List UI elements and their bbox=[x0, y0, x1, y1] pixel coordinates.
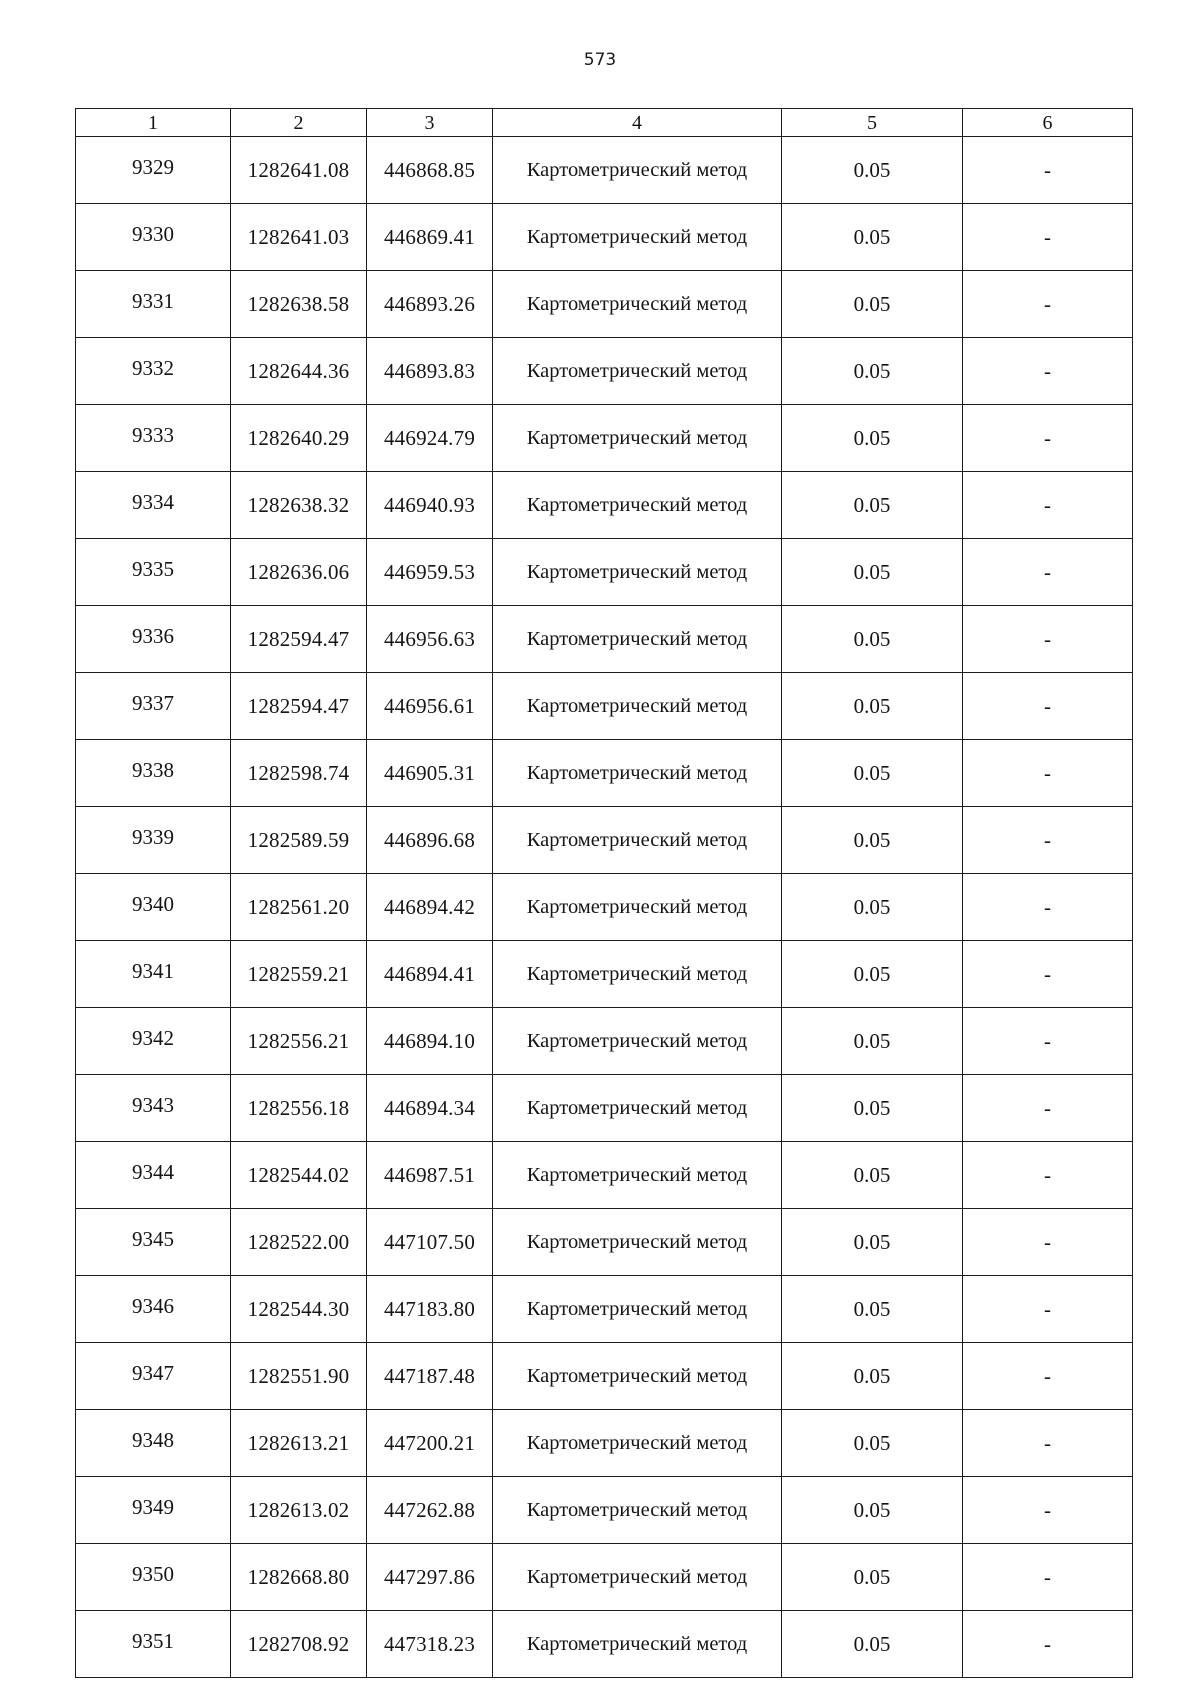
point-number-cell: 9337 bbox=[76, 673, 231, 740]
table-row bbox=[76, 1410, 1133, 1477]
point-number-cell: 9338 bbox=[76, 740, 231, 807]
method-cell: Картометрический метод bbox=[493, 539, 782, 606]
x-coordinate-cell: 1282559.21 bbox=[231, 941, 367, 1008]
x-coordinate-cell: 1282522.00 bbox=[231, 1209, 367, 1276]
y-coordinate-cell: 446868.85 bbox=[367, 137, 493, 204]
table-row bbox=[76, 1142, 1133, 1209]
accuracy-cell: 0.05 bbox=[782, 1008, 963, 1075]
point-number-cell: 9347 bbox=[76, 1343, 231, 1410]
method-cell: Картометрический метод bbox=[493, 807, 782, 874]
note-cell: - bbox=[963, 204, 1133, 271]
table-row bbox=[76, 941, 1133, 1008]
x-coordinate-cell: 1282641.08 bbox=[231, 137, 367, 204]
method-cell: Картометрический метод bbox=[493, 1611, 782, 1678]
note-cell: - bbox=[963, 740, 1133, 807]
point-number-cell: 9348 bbox=[76, 1410, 231, 1477]
table-row bbox=[76, 539, 1133, 606]
table-body bbox=[76, 137, 1133, 1678]
coordinates-table bbox=[75, 108, 1133, 1678]
y-coordinate-cell: 446893.83 bbox=[367, 338, 493, 405]
note-cell: - bbox=[963, 1142, 1133, 1209]
method-cell: Картометрический метод bbox=[493, 606, 782, 673]
x-coordinate-cell: 1282561.20 bbox=[231, 874, 367, 941]
accuracy-cell: 0.05 bbox=[782, 405, 963, 472]
method-cell: Картометрический метод bbox=[493, 941, 782, 1008]
point-number-cell: 9332 bbox=[76, 338, 231, 405]
accuracy-cell: 0.05 bbox=[782, 137, 963, 204]
y-coordinate-cell: 446956.61 bbox=[367, 673, 493, 740]
x-coordinate-cell: 1282668.80 bbox=[231, 1544, 367, 1611]
point-number-cell: 9330 bbox=[76, 204, 231, 271]
accuracy-cell: 0.05 bbox=[782, 338, 963, 405]
y-coordinate-cell: 446959.53 bbox=[367, 539, 493, 606]
point-number-cell: 9345 bbox=[76, 1209, 231, 1276]
y-coordinate-cell: 446894.42 bbox=[367, 874, 493, 941]
point-number-cell: 9349 bbox=[76, 1477, 231, 1544]
accuracy-cell: 0.05 bbox=[782, 1276, 963, 1343]
point-number-cell: 9333 bbox=[76, 405, 231, 472]
accuracy-cell: 0.05 bbox=[782, 1477, 963, 1544]
y-coordinate-cell: 446924.79 bbox=[367, 405, 493, 472]
accuracy-cell: 0.05 bbox=[782, 1611, 963, 1678]
table-row bbox=[76, 606, 1133, 673]
accuracy-cell: 0.05 bbox=[782, 874, 963, 941]
table-row bbox=[76, 204, 1133, 271]
y-coordinate-cell: 446893.26 bbox=[367, 271, 493, 338]
y-coordinate-cell: 447187.48 bbox=[367, 1343, 493, 1410]
y-coordinate-cell: 447297.86 bbox=[367, 1544, 493, 1611]
method-cell: Картометрический метод bbox=[493, 1544, 782, 1611]
table-row bbox=[76, 1343, 1133, 1410]
table-row bbox=[76, 1544, 1133, 1611]
x-coordinate-cell: 1282638.32 bbox=[231, 472, 367, 539]
note-cell: - bbox=[963, 1410, 1133, 1477]
note-cell: - bbox=[963, 807, 1133, 874]
point-number-cell: 9339 bbox=[76, 807, 231, 874]
y-coordinate-cell: 446896.68 bbox=[367, 807, 493, 874]
x-coordinate-cell: 1282544.02 bbox=[231, 1142, 367, 1209]
method-cell: Картометрический метод bbox=[493, 1209, 782, 1276]
column-header-6: 6 bbox=[963, 109, 1133, 137]
y-coordinate-cell: 446905.31 bbox=[367, 740, 493, 807]
accuracy-cell: 0.05 bbox=[782, 1410, 963, 1477]
accuracy-cell: 0.05 bbox=[782, 1343, 963, 1410]
y-coordinate-cell: 446987.51 bbox=[367, 1142, 493, 1209]
table-row bbox=[76, 1477, 1133, 1544]
x-coordinate-cell: 1282640.29 bbox=[231, 405, 367, 472]
x-coordinate-cell: 1282544.30 bbox=[231, 1276, 367, 1343]
method-cell: Картометрический метод bbox=[493, 1142, 782, 1209]
note-cell: - bbox=[963, 271, 1133, 338]
column-header-5: 5 bbox=[782, 109, 963, 137]
y-coordinate-cell: 447318.23 bbox=[367, 1611, 493, 1678]
table-row bbox=[76, 1209, 1133, 1276]
note-cell: - bbox=[963, 1209, 1133, 1276]
point-number-cell: 9350 bbox=[76, 1544, 231, 1611]
x-coordinate-cell: 1282613.21 bbox=[231, 1410, 367, 1477]
method-cell: Картометрический метод bbox=[493, 1410, 782, 1477]
accuracy-cell: 0.05 bbox=[782, 1209, 963, 1276]
method-cell: Картометрический метод bbox=[493, 1343, 782, 1410]
method-cell: Картометрический метод bbox=[493, 1008, 782, 1075]
point-number-cell: 9344 bbox=[76, 1142, 231, 1209]
table-row bbox=[76, 1276, 1133, 1343]
table-row bbox=[76, 807, 1133, 874]
x-coordinate-cell: 1282594.47 bbox=[231, 673, 367, 740]
y-coordinate-cell: 446869.41 bbox=[367, 204, 493, 271]
table-row bbox=[76, 405, 1133, 472]
point-number-cell: 9336 bbox=[76, 606, 231, 673]
note-cell: - bbox=[963, 137, 1133, 204]
note-cell: - bbox=[963, 673, 1133, 740]
accuracy-cell: 0.05 bbox=[782, 539, 963, 606]
note-cell: - bbox=[963, 941, 1133, 1008]
x-coordinate-cell: 1282556.21 bbox=[231, 1008, 367, 1075]
note-cell: - bbox=[963, 1075, 1133, 1142]
accuracy-cell: 0.05 bbox=[782, 606, 963, 673]
column-header-2: 2 bbox=[231, 109, 367, 137]
y-coordinate-cell: 446894.41 bbox=[367, 941, 493, 1008]
x-coordinate-cell: 1282594.47 bbox=[231, 606, 367, 673]
y-coordinate-cell: 447107.50 bbox=[367, 1209, 493, 1276]
point-number-cell: 9346 bbox=[76, 1276, 231, 1343]
accuracy-cell: 0.05 bbox=[782, 271, 963, 338]
table-row bbox=[76, 271, 1133, 338]
table-row bbox=[76, 673, 1133, 740]
note-cell: - bbox=[963, 338, 1133, 405]
method-cell: Картометрический метод bbox=[493, 740, 782, 807]
x-coordinate-cell: 1282644.36 bbox=[231, 338, 367, 405]
note-cell: - bbox=[963, 1276, 1133, 1343]
column-header-1: 1 bbox=[76, 109, 231, 137]
method-cell: Картометрический метод bbox=[493, 1075, 782, 1142]
table-row bbox=[76, 338, 1133, 405]
method-cell: Картометрический метод bbox=[493, 874, 782, 941]
x-coordinate-cell: 1282556.18 bbox=[231, 1075, 367, 1142]
method-cell: Картометрический метод bbox=[493, 673, 782, 740]
note-cell: - bbox=[963, 1477, 1133, 1544]
y-coordinate-cell: 447183.80 bbox=[367, 1276, 493, 1343]
table-row bbox=[76, 1611, 1133, 1678]
accuracy-cell: 0.05 bbox=[782, 740, 963, 807]
note-cell: - bbox=[963, 1008, 1133, 1075]
method-cell: Картометрический метод bbox=[493, 1477, 782, 1544]
method-cell: Картометрический метод bbox=[493, 338, 782, 405]
y-coordinate-cell: 447262.88 bbox=[367, 1477, 493, 1544]
table-row bbox=[76, 1075, 1133, 1142]
note-cell: - bbox=[963, 405, 1133, 472]
x-coordinate-cell: 1282613.02 bbox=[231, 1477, 367, 1544]
column-header-3: 3 bbox=[367, 109, 493, 137]
point-number-cell: 9334 bbox=[76, 472, 231, 539]
accuracy-cell: 0.05 bbox=[782, 941, 963, 1008]
table-row bbox=[76, 874, 1133, 941]
y-coordinate-cell: 446894.34 bbox=[367, 1075, 493, 1142]
point-number-cell: 9343 bbox=[76, 1075, 231, 1142]
x-coordinate-cell: 1282636.06 bbox=[231, 539, 367, 606]
method-cell: Картометрический метод bbox=[493, 137, 782, 204]
table-row bbox=[76, 472, 1133, 539]
x-coordinate-cell: 1282638.58 bbox=[231, 271, 367, 338]
note-cell: - bbox=[963, 1544, 1133, 1611]
accuracy-cell: 0.05 bbox=[782, 204, 963, 271]
method-cell: Картометрический метод bbox=[493, 405, 782, 472]
note-cell: - bbox=[963, 472, 1133, 539]
point-number-cell: 9342 bbox=[76, 1008, 231, 1075]
column-header-4: 4 bbox=[493, 109, 782, 137]
point-number-cell: 9351 bbox=[76, 1611, 231, 1678]
x-coordinate-cell: 1282708.92 bbox=[231, 1611, 367, 1678]
point-number-cell: 9331 bbox=[76, 271, 231, 338]
point-number-cell: 9329 bbox=[76, 137, 231, 204]
point-number-cell: 9341 bbox=[76, 941, 231, 1008]
accuracy-cell: 0.05 bbox=[782, 807, 963, 874]
accuracy-cell: 0.05 bbox=[782, 1075, 963, 1142]
y-coordinate-cell: 446940.93 bbox=[367, 472, 493, 539]
point-number-cell: 9340 bbox=[76, 874, 231, 941]
y-coordinate-cell: 446956.63 bbox=[367, 606, 493, 673]
point-number-cell: 9335 bbox=[76, 539, 231, 606]
x-coordinate-cell: 1282551.90 bbox=[231, 1343, 367, 1410]
x-coordinate-cell: 1282589.59 bbox=[231, 807, 367, 874]
method-cell: Картометрический метод bbox=[493, 472, 782, 539]
accuracy-cell: 0.05 bbox=[782, 1544, 963, 1611]
x-coordinate-cell: 1282641.03 bbox=[231, 204, 367, 271]
table-row bbox=[76, 1008, 1133, 1075]
header-row bbox=[76, 109, 1133, 137]
method-cell: Картометрический метод bbox=[493, 271, 782, 338]
note-cell: - bbox=[963, 1611, 1133, 1678]
accuracy-cell: 0.05 bbox=[782, 673, 963, 740]
accuracy-cell: 0.05 bbox=[782, 1142, 963, 1209]
method-cell: Картометрический метод bbox=[493, 1276, 782, 1343]
note-cell: - bbox=[963, 539, 1133, 606]
y-coordinate-cell: 447200.21 bbox=[367, 1410, 493, 1477]
page-number: 573 bbox=[583, 50, 617, 70]
table-row bbox=[76, 740, 1133, 807]
y-coordinate-cell: 446894.10 bbox=[367, 1008, 493, 1075]
note-cell: - bbox=[963, 874, 1133, 941]
x-coordinate-cell: 1282598.74 bbox=[231, 740, 367, 807]
note-cell: - bbox=[963, 1343, 1133, 1410]
table-row bbox=[76, 137, 1133, 204]
note-cell: - bbox=[963, 606, 1133, 673]
accuracy-cell: 0.05 bbox=[782, 472, 963, 539]
method-cell: Картометрический метод bbox=[493, 204, 782, 271]
